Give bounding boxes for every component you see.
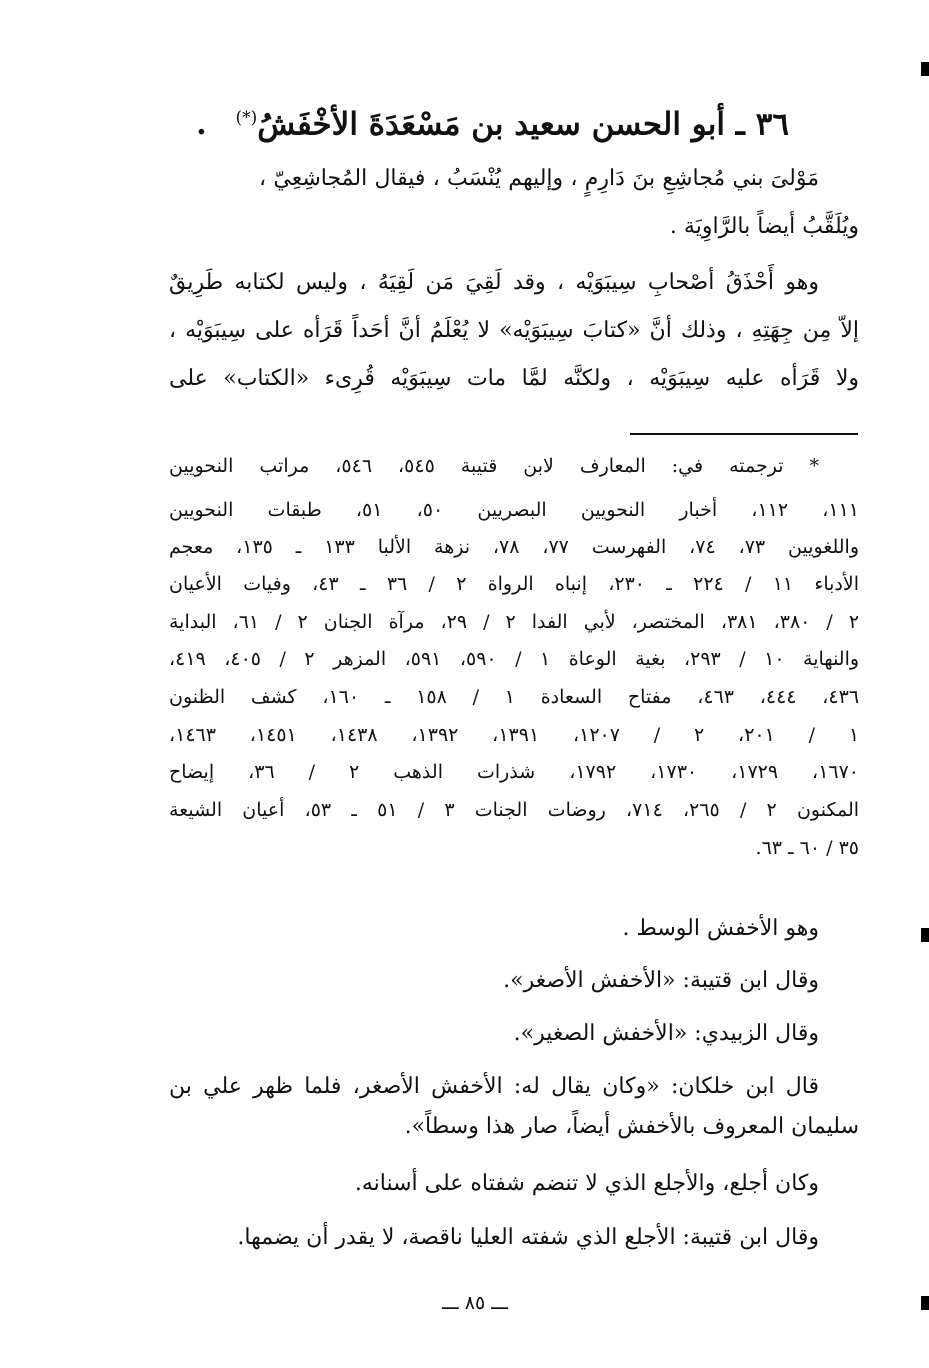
body-line: سليمان المعروف بالأخفش أيضاً، صار هذا وسطاً». (404, 1114, 859, 1139)
page-edge-mark (921, 62, 929, 76)
body-line: وكان أجلع، والأجلع الذي لا تنضم شفتاه على أسنانه. (354, 1171, 819, 1196)
page-number: ـــ ٨٥ ـــ (442, 1292, 508, 1314)
footnote-separator (630, 433, 858, 435)
footnote-line: ٣٥ / ٦٠ ـ ٦٣. (755, 837, 859, 859)
title-end-dot: . (195, 106, 207, 143)
footnote-line: ١ / ٢٠١، ٢ / ١٢٠٧، ١٣٩١، ١٣٩٢، ١٤٣٨، ١٤٥١، ١٤٦٣، (169, 724, 860, 746)
footnote-line: المكنون ٢ / ٢٦٥، ٧١٤، روضات الجنات ٣ / ٥١ ـ ٥٣، أعيان الشيعة (169, 799, 860, 821)
footnote-line: والنهاية ١٠ / ٢٩٣، بغية الوعاة ١ / ٥٩٠، ٥٩١، المزهر ٢ / ٤٠٥، ٤١٩، (169, 648, 860, 670)
body-line: قال ابن خلكان: «وكان يقال له: الأخفش الأصغر، فلما ظهر علي بن (169, 1074, 819, 1099)
footnote-line: ٤٣٦، ٤٤٤، ٤٦٣، مفتاح السعادة ١ / ١٥٨ ـ ١٦٠، كشف الظنون (169, 686, 860, 708)
body-line: مَوْلىَ بني مُجاشِعِ بنَ دَارِمٍ ، وإليهم يُنْسَبُ ، فيقال المُجاشِعِيّ ، (259, 166, 819, 191)
footnote-line: واللغويين ٧٣، ٧٤، الفهرست ٧٧، ٧٨، نزهة الألبا ١٣٣ ـ ١٣٥، معجم (169, 536, 860, 558)
footnote-line: ٢ / ٣٨٠، ٣٨١، المختصر، لأبي الفدا ٢ / ٢٩، مرآة الجنان ٢ / ٦١، البداية (169, 611, 860, 633)
page-edge-mark (921, 1296, 929, 1310)
page-edge-mark (921, 928, 929, 942)
body-line: إلاّ مِن جِهَتِهِ ، وذلك أنَّ «كتابَ سِيبَوَيْه» لا يُعْلَمُ أنَّ أحَداً قَرَأه على سِيبَوَيْه ، (169, 318, 859, 343)
footnote-line: الأدباء ١١ / ٢٢٤ ـ ٢٣٠، إنباه الرواة ٢ / ٣٦ ـ ٤٣، وفيات الأعيان (169, 573, 860, 595)
body-line: ولا قَرَأه عليه سِيبَوَيْه ، ولكنَّه لمَّا مات سِيبَوَيْه قُرِىء «الكتاب» على (169, 366, 859, 391)
entry-title: ٣٦ ـ أبو الحسن سعيد بن مَسْعَدَةَ الأخْفَشُ (257, 106, 789, 143)
body-line: ويُلَقَّبُ أيضاً بالرَّاوِيَة . (669, 214, 859, 239)
body-line: وقال ابن قتيبة: «الأخفش الأصغر». (503, 968, 819, 993)
body-line: وهو أَحْذَقُ أصْحابِ سِيبَوَيْه ، وقد لَقِيَ مَن لَقِيَهُ ، وليس لكتابه طَرِيقٌ (169, 270, 819, 295)
body-line: وقال الزبيدي: «الأخفش الصغير». (513, 1021, 819, 1046)
entry-heading (189, 90, 789, 146)
footnote-line: * ترجمته في: المعارف لابن قتيبة ٥٤٥، ٥٤٦، مراتب النحويين (169, 455, 820, 477)
body-line: وهو الأخفش الوسط . (622, 916, 819, 941)
body-line: وقال ابن قتيبة: الأجلع الذي شفته العليا ناقصة، لا يقدر أن يضمها. (237, 1225, 819, 1250)
footnote-line: ١١١، ١١٢، أخبار النحويين البصريين ٥٠، ٥١، طبقات النحويين (169, 499, 860, 521)
footnote-line: ١٦٧٠، ١٧٢٩، ١٧٣٠، ١٧٩٢، شذرات الذهب ٢ / ٣٦، إيضاح (169, 761, 860, 783)
footnote-mark: (*) (235, 108, 258, 128)
